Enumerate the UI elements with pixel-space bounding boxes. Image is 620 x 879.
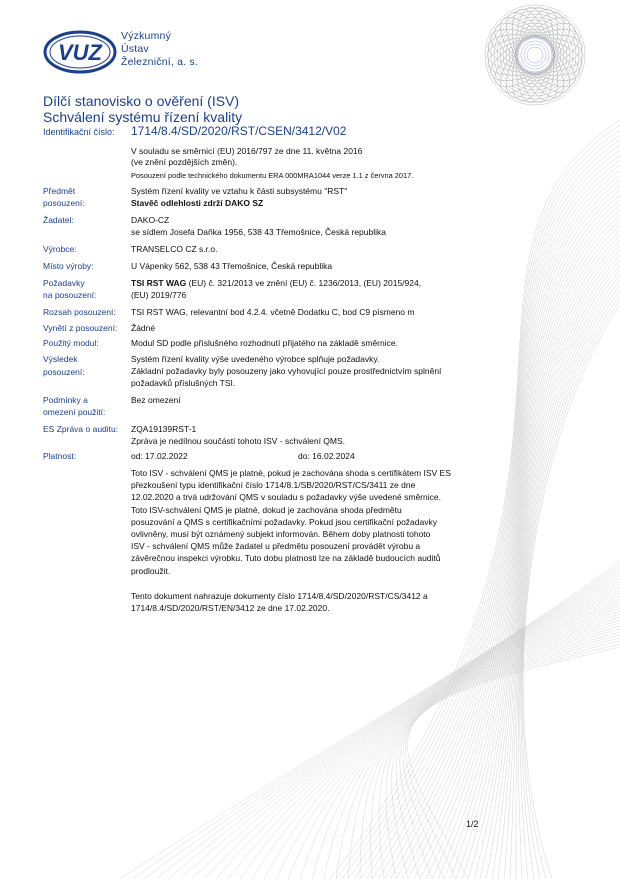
scope-label: Rozsah posouzení: (43, 307, 116, 317)
requirements-value-2: (EU) 2019/776 (131, 290, 187, 300)
preamble-line-2: (ve znění pozdějších změn). (131, 157, 238, 167)
svg-text:VUZ: VUZ (58, 40, 102, 65)
body-line: posuzování a QMS s certifikačními požadavky. Pokud jsou certifikační požadavky (131, 516, 437, 527)
exclusions-value: Žádné (131, 323, 156, 333)
conditions-label-1: Podmínky a (43, 395, 88, 405)
production-site-label: Místo výroby: (43, 261, 94, 271)
validity-label: Platnost: (43, 451, 77, 461)
manufacturer-value: TRANSELCO CZ s.r.o. (131, 244, 218, 254)
org-line-2: Ústav (121, 43, 149, 55)
requirements-value-1 (131, 278, 491, 289)
identification-number: 1714/8.4/SD/2020/RST/CSEN/3412/V02 (131, 124, 347, 138)
document-title (43, 93, 242, 125)
manufacturer-label: Výrobce: (43, 244, 77, 254)
scope-value: TSI RST WAG, relevantní bod 4.2.4. včetně Dodatku C, bod C9 písmeno m (131, 307, 415, 317)
org-line-1: Výzkumný (121, 30, 172, 42)
result-label-2: posouzení: (43, 367, 85, 377)
body-paragraph-2 (131, 590, 491, 614)
body-line: ovlivněny, musí být oznámený subjekt informován. Během doby platnosti tohoto (131, 529, 431, 540)
subject-label-2: posouzení: (43, 198, 85, 208)
validity-from: od: 17.02.2022 (131, 451, 188, 461)
module-label: Použitý modul: (43, 338, 99, 348)
identification-label: Identifikační číslo: (43, 127, 115, 137)
page-number: 1/2 (466, 819, 479, 829)
applicant-value-2: se sídlem Josefa Daňka 1956, 538 43 Třemošnice, Česká republika (131, 227, 386, 237)
title-line-2: Schválení systému řízení kvality (43, 109, 243, 125)
body-line: Tento dokument nahrazuje dokumenty číslo 1714/8.4/SD/2020/RST/CS/3412 a (131, 591, 428, 601)
exclusions-label: Vynětí z posouzení: (43, 323, 118, 333)
body-line: Toto ISV - schválení QMS je platné, pokud je zachována shoda s certifikátem ISV ES (131, 468, 451, 478)
result-value-2: Základní požadavky byly posouzeny jako vyhovující pouze prostřednictvím splnění (131, 366, 442, 376)
applicant-value-1: DAKO-CZ (131, 215, 170, 225)
subject-value-1: Systém řízení kvality ve vztahu k části subsystému "RST" (131, 186, 348, 196)
validity-to: do: 16.02.2024 (298, 451, 355, 461)
body-line: závěrečnou inspekci výrobku. Tuto dobu platnosti lze na základě budoucích auditů (131, 553, 441, 564)
conditions-value: Bez omezení (131, 395, 181, 405)
result-label-1: Výsledek (43, 354, 78, 364)
conditions-label-2: omezení použití: (43, 407, 106, 417)
module-value: Modul SD podle příslušného rozhodnutí přijatého na základě směrnice. (131, 338, 398, 348)
body-line: 1714/8.4/SD/2020/RST/EN/3412 ze dne 17.02.2020. (131, 603, 330, 614)
result-value-1: Systém řízení kvality výše uvedeného výrobce splňuje požadavky. (131, 354, 380, 364)
title-line-1: Dílčí stanovisko o ověření (ISV) (43, 93, 240, 109)
requirements-regulations: (EU) č. 321/2013 ve znění (EU) č. 1236/2013, (EU) 2015/924, (186, 278, 422, 288)
preamble-line-1: V souladu se směrnicí (EU) 2016/797 ze dne 11. května 2016 (131, 146, 363, 156)
audit-report-number: ZQA19139RST-1 (131, 424, 197, 434)
body-paragraph-1 (131, 467, 491, 577)
requirements-label-2: na posouzení: (43, 290, 97, 300)
applicant-label: Žadatel: (43, 215, 74, 225)
body-line: ISV - schválení QMS může žadatel u předmětu posouzení provádět výrobu a (131, 541, 421, 552)
vuz-logo (43, 30, 117, 74)
body-line: 12.02.2020 a trvá udržování QMS v souladu s požadavky výše uvedené směrnice. (131, 492, 441, 503)
result-value-3: požadavků příslušných TSI. (131, 378, 236, 388)
body-line: Toto ISV-schválení QMS je platné, dokud je zachována shoda předmětu (131, 504, 402, 515)
subject-value-2: Stavěč odlehlosti zdrží DAKO SZ (131, 198, 264, 208)
body-line: prodloužit. (131, 565, 171, 576)
audit-label: ES Zpráva o auditu: (43, 424, 119, 434)
body-line: přezkoušení typu identifikační číslo 1714/8.1/SB/2020/RST/CS/3411 ze dne (131, 480, 416, 491)
rosette-pattern (484, 4, 586, 106)
audit-report-note: Zpráva je nedílnou součástí tohoto ISV - schválení QMS. (131, 436, 346, 446)
organization-name (121, 30, 198, 69)
requirements-tsi-code: TSI RST WAG (131, 278, 187, 288)
production-site-value: U Vápenky 562, 538 43 Třemošnice, Česká republika (131, 261, 333, 271)
requirements-label-1: Požadavky (43, 278, 85, 288)
preamble-line-3: Posouzení podle technického dokumentu ERA 000MRA1044 verze 1.1 z června 2017. (131, 171, 414, 180)
org-line-3: Železniční, a. s. (121, 56, 198, 68)
subject-label-1: Předmět (43, 186, 76, 196)
